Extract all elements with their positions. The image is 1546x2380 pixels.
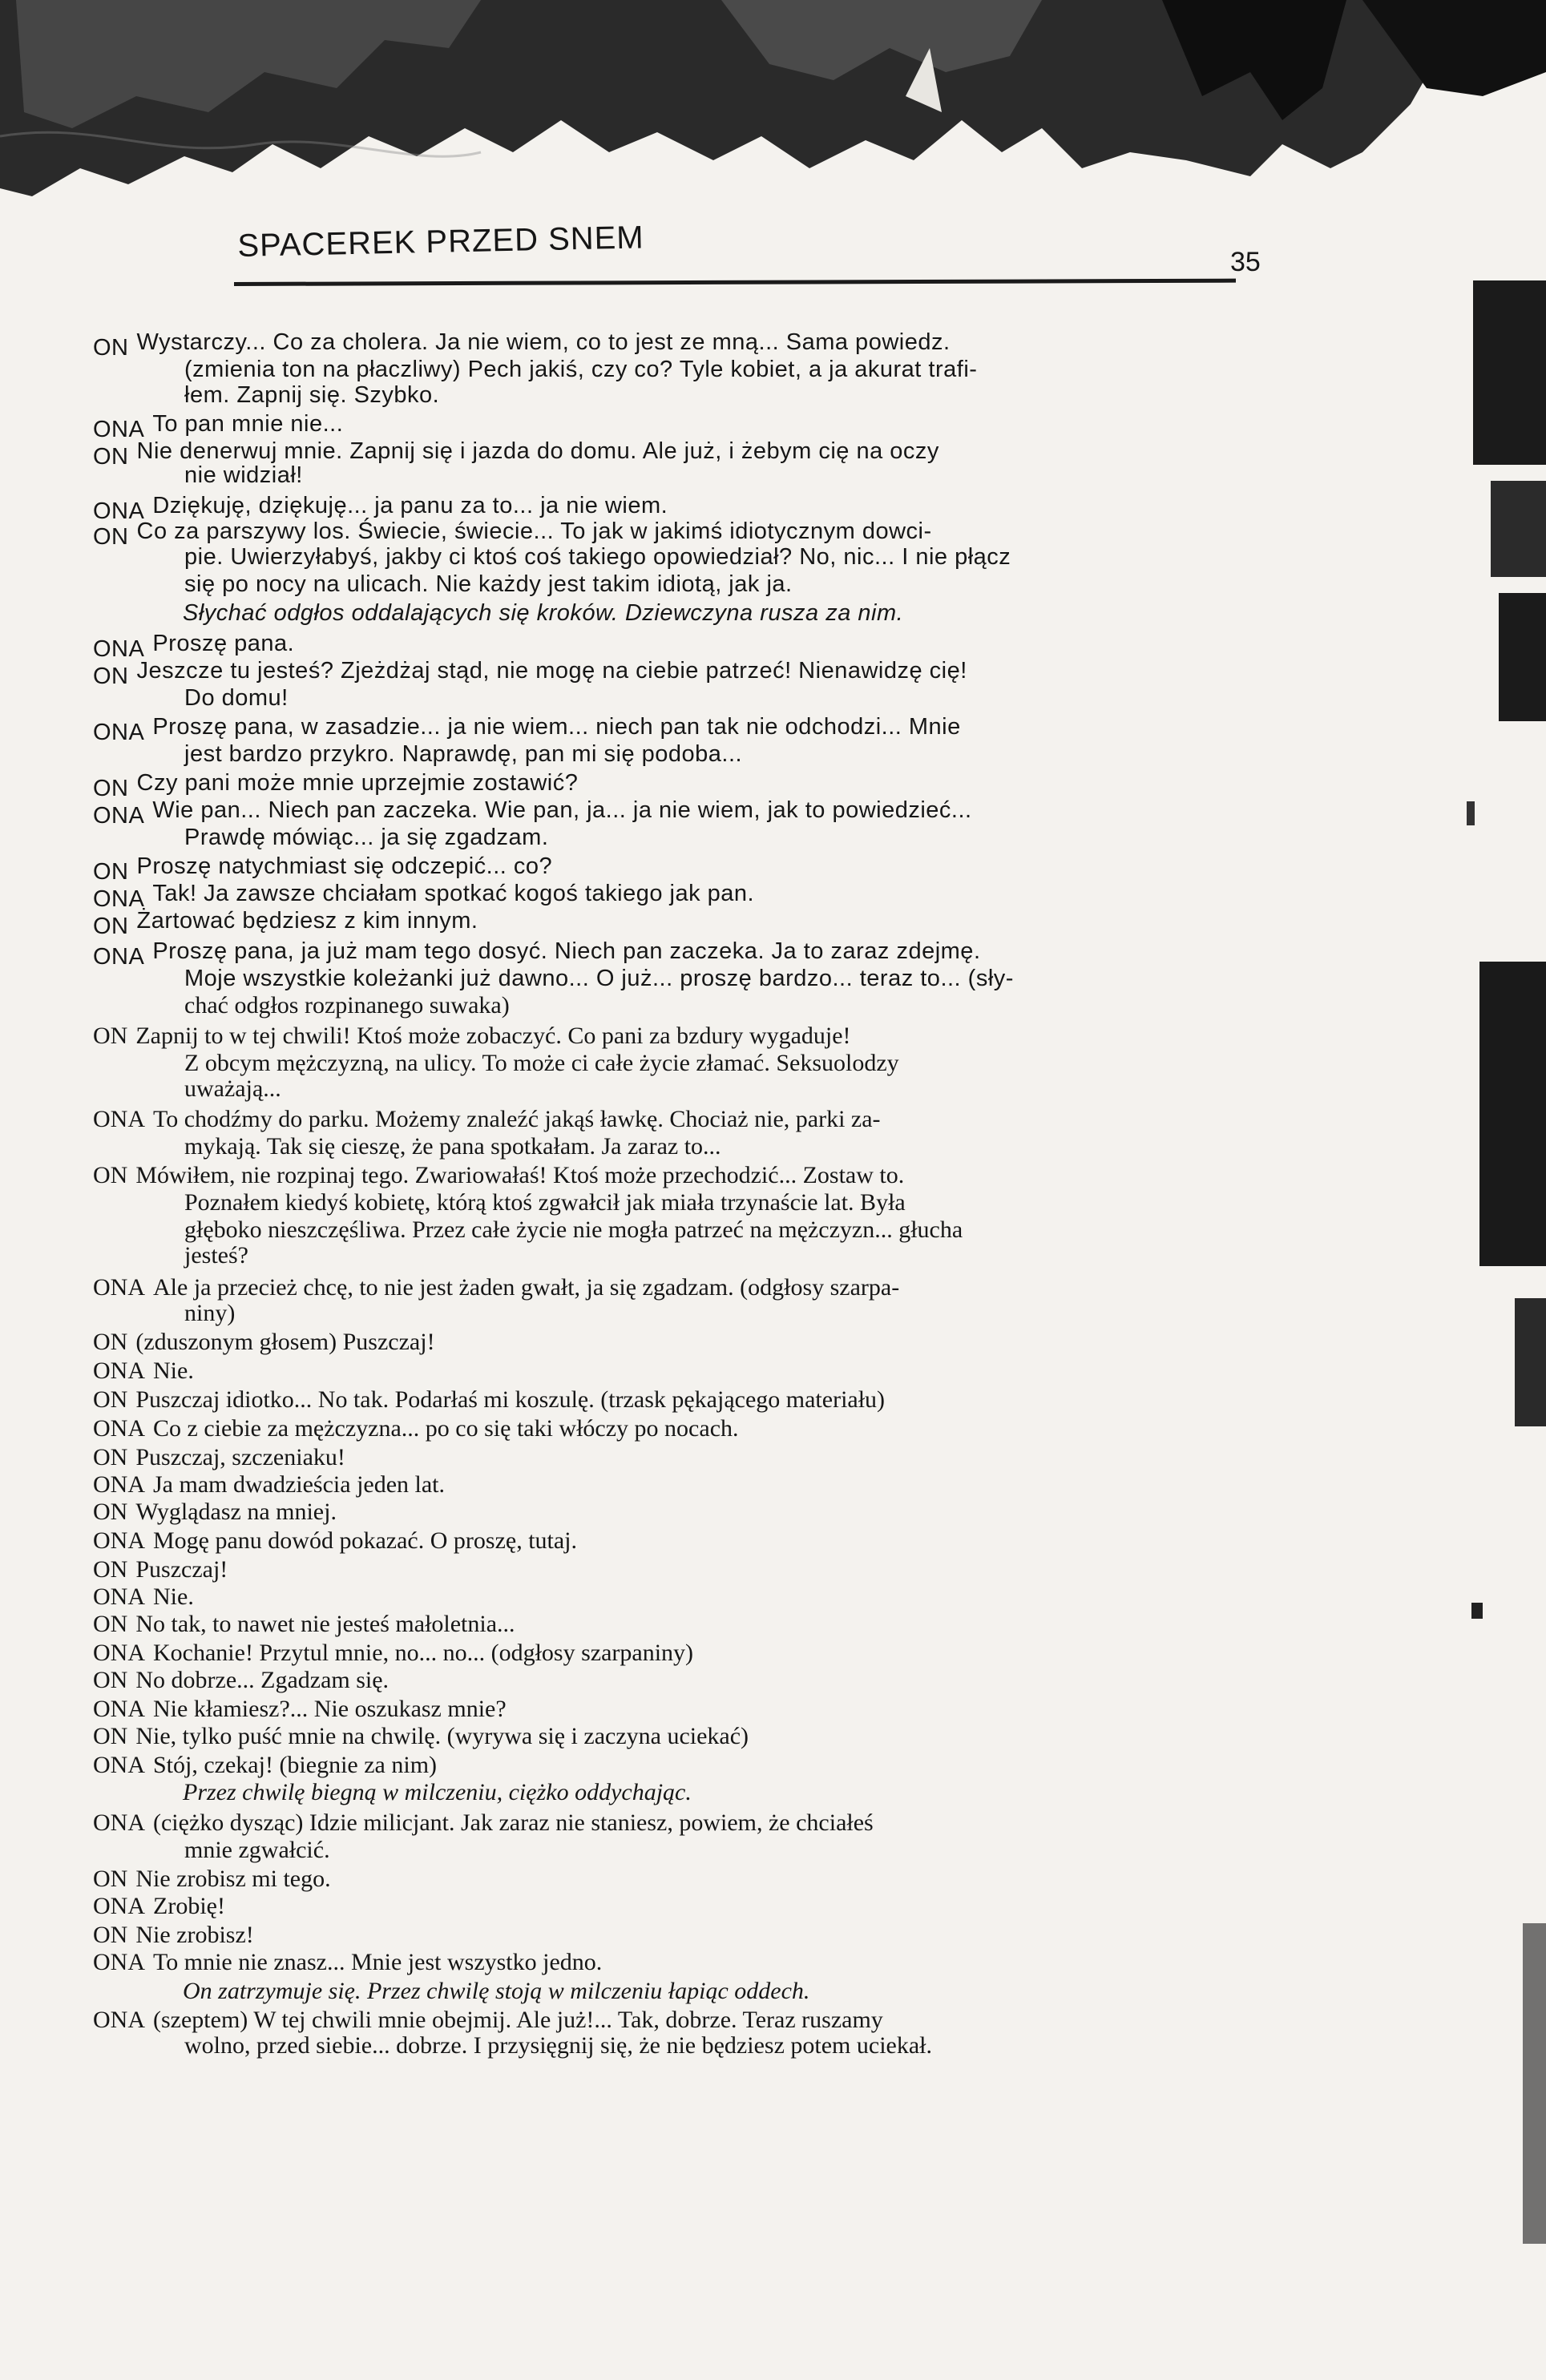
speaker-label: ONA — [93, 1949, 145, 1975]
speaker-label: ONA — [93, 417, 145, 442]
speaker-label: ONA — [93, 1809, 145, 1836]
dialogue-line — [184, 1075, 281, 1103]
dialogue-line — [93, 1444, 345, 1471]
line-text: Stój, czekaj! (biegnie za nim) — [153, 1752, 438, 1778]
speaker-label: ON — [93, 335, 129, 361]
dialogue-line — [184, 2032, 932, 2059]
speaker-label: ONA — [93, 2007, 145, 2033]
dialogue-line — [184, 1189, 906, 1216]
speaker-label: ON — [93, 1922, 128, 1948]
dialogue-line — [93, 1023, 851, 1050]
line-text: To pan mnie nie... — [152, 411, 344, 437]
line-text: Mogę panu dowód pokazać. O proszę, tutaj. — [153, 1527, 578, 1554]
speaker-label: ONA — [93, 1274, 145, 1301]
dialogue-line — [93, 1611, 515, 1638]
line-text: Zrobię! — [153, 1893, 225, 1919]
line-text: pie. Uwierzyłabyś, jakby ci ktoś coś takiego opowiedział? No, nic... I nie płącz — [184, 544, 1011, 570]
dialogue-line — [93, 938, 981, 970]
dialogue-line — [93, 1415, 739, 1442]
speaker-label: ONA — [93, 803, 145, 829]
dialogue-line — [93, 1640, 693, 1667]
dialogue-line — [93, 1162, 904, 1189]
speaker-label: ON — [93, 1386, 128, 1413]
line-text: Wie pan... Niech pan zaczeka. Wie pan, ja... ja nie wiem, jak to powiedzieć... — [152, 797, 972, 823]
page-number: 35 — [1230, 247, 1261, 277]
speaker-label: ONA — [93, 636, 145, 662]
dialogue-line — [183, 1779, 692, 1806]
header-rule — [234, 279, 1236, 286]
dialogue-line — [93, 1667, 389, 1694]
dialogue-line — [184, 740, 742, 768]
speaker-label: ON — [93, 1611, 128, 1637]
dialogue-line — [93, 1723, 749, 1750]
dialogue-line — [93, 438, 939, 470]
dialogue-line — [93, 2007, 883, 2034]
line-text: (ciężko dysząc) Idzie milicjant. Jak zaraz nie staniesz, powiem, że chciałeś — [153, 1809, 874, 1836]
speaker-label: ON — [93, 776, 129, 801]
line-text: Wystarczy... Co za cholera. Ja nie wiem, co to jest ze mną... Sama powiedz. — [136, 329, 951, 355]
dialogue-line — [93, 853, 553, 885]
line-text: Mówiłem, nie rozpinaj tego. Zwariowałaś! Ktoś może przechodzić... Zostaw to. — [135, 1162, 905, 1188]
top-photo-illustration — [0, 0, 1546, 264]
dialogue-line — [93, 1274, 899, 1301]
speaker-label: ON — [93, 1162, 128, 1188]
dialogue-line — [183, 599, 903, 627]
line-text: Co z ciebie za mężczyzna... po co się taki włóczy po nocach. — [153, 1415, 739, 1442]
line-text: Ja mam dwadzieścia jeden lat. — [153, 1471, 446, 1498]
speaker-label: ONA — [93, 498, 145, 524]
dialogue-line — [93, 1386, 885, 1414]
line-text: Proszę pana. — [152, 631, 295, 656]
dialogue-line — [93, 1357, 194, 1385]
dialogue-line — [93, 1922, 254, 1949]
line-text: chać odgłos rozpinanego suwaka) — [184, 992, 510, 1019]
dialogue-line — [93, 1329, 435, 1356]
line-text: mnie zgwałcić. — [184, 1837, 330, 1863]
dialogue-line — [93, 329, 951, 361]
speaker-label: ON — [93, 444, 129, 470]
speaker-label: ONA — [93, 1415, 145, 1442]
line-text: Puszczaj, szczeniaku! — [135, 1444, 345, 1470]
dialogue-line — [184, 381, 439, 409]
dialogue-line — [93, 713, 961, 745]
dialogue-line — [93, 769, 579, 801]
line-text: uważają... — [184, 1075, 281, 1102]
line-text: Poznałem kiedyś kobietę, którą ktoś zgwałcił jak miała trzynaście lat. Była — [184, 1189, 906, 1216]
dialogue-line — [184, 462, 303, 489]
line-text: Ale ja przecież chcę, to nie jest żaden gwałt, ja się zgadzam. (odgłosy szarpa- — [153, 1274, 900, 1301]
dialogue-line — [93, 907, 478, 939]
line-text: Do domu! — [184, 685, 289, 711]
line-text: On zatrzymuje się. Przez chwilę stoją w milczeniu łapiąc oddech. — [183, 1978, 810, 2004]
line-text: Puszczaj! — [135, 1556, 228, 1583]
line-text: Jeszcze tu jesteś? Zjeżdżaj stąd, nie mogę na ciebie patrzeć! Nienawidzę cię! — [136, 658, 967, 684]
dialogue-line — [184, 965, 1014, 992]
dialogue-line — [93, 1809, 874, 1837]
speaker-label: ON — [93, 1866, 128, 1892]
speaker-label: ON — [93, 1499, 128, 1525]
line-text: Nie kłamiesz?... Nie oszukasz mnie? — [153, 1696, 507, 1722]
speaker-label: ON — [93, 859, 129, 885]
line-text: Przez chwilę biegną w milczeniu, ciężko oddychając. — [183, 1779, 692, 1805]
line-text: Tak! Ja zawsze chciałam spotkać kogoś takiego jak pan. — [152, 881, 755, 906]
dialogue-line — [184, 1300, 235, 1327]
dialogue-line — [93, 518, 932, 550]
line-text: Proszę natychmiast się odczepić... co? — [136, 853, 553, 879]
line-text: To mnie nie znasz... Mnie jest wszystko jedno. — [153, 1949, 603, 1975]
line-text: Prawdę mówiąc... ja się zgadzam. — [184, 825, 549, 850]
speaker-label: ONA — [93, 886, 145, 912]
line-text: wolno, przed siebie... dobrze. I przysięgnij się, że nie będziesz potem uciekał. — [184, 2032, 932, 2059]
dialogue-line — [184, 1216, 963, 1244]
dialogue-line — [93, 1866, 331, 1893]
line-text: Proszę pana, w zasadzie... ja nie wiem... niech pan tak nie odchodzi... Mnie — [152, 714, 961, 740]
speaker-label: ON — [93, 524, 129, 550]
speaker-label: ON — [93, 1023, 128, 1049]
speaker-label: ONA — [93, 720, 145, 745]
speaker-label: ON — [93, 1667, 128, 1693]
speaker-label: ONA — [93, 1471, 145, 1498]
speaker-label: ONA — [93, 1583, 145, 1610]
line-text: Moje wszystkie koleżanki już dawno... O już... proszę bardzo... teraz to... (sły- — [184, 966, 1014, 991]
dialogue-line — [184, 1837, 330, 1864]
line-text: Puszczaj idiotko... No tak. Podarłaś mi koszulę. (trzask pękającego materiału) — [135, 1386, 886, 1413]
line-text: (zduszonym głosem) Puszczaj! — [135, 1329, 435, 1355]
dialogue-line — [93, 410, 344, 442]
line-text: jesteś? — [184, 1242, 248, 1269]
dialogue-line — [93, 1527, 577, 1555]
line-text: Proszę pana, ja już mam tego dosyć. Niech pan zaczeka. Ja to zaraz zdejmę. — [152, 938, 981, 964]
line-text: Nie, tylko puść mnie na chwilę. (wyrywa się i zaczyna uciekać) — [135, 1723, 749, 1749]
dialogue-line — [184, 1133, 721, 1160]
line-text: Nie. — [153, 1583, 194, 1610]
dialogue-line — [183, 1978, 809, 2005]
dialogue-line — [184, 824, 548, 851]
speaker-label: ONA — [93, 1640, 145, 1666]
dialogue-line — [184, 356, 977, 383]
dialogue-line — [93, 1893, 225, 1920]
dialogue-line — [184, 992, 510, 1019]
dialogue-line — [93, 1696, 507, 1723]
line-text: niny) — [184, 1300, 236, 1326]
speaker-label: ON — [93, 914, 129, 939]
dialogue-line — [93, 880, 755, 912]
speaker-label: ONA — [93, 1527, 145, 1554]
dialogue-line — [93, 1106, 881, 1133]
line-text: Zapnij to w tej chwili! Ktoś może zobaczyć. Co pani za bzdury wygaduje! — [135, 1023, 851, 1049]
dialogue-line — [93, 1471, 445, 1499]
dialogue-line — [93, 1556, 228, 1583]
line-text: No dobrze... Zgadzam się. — [135, 1667, 390, 1693]
line-text: Nie zrobisz mi tego. — [135, 1866, 331, 1892]
dialogue-line — [93, 1752, 437, 1779]
dialogue-line — [184, 1050, 899, 1077]
line-text: To chodźmy do parku. Możemy znaleźć jakąś ławkę. Chociaż nie, parki za- — [153, 1106, 881, 1132]
dialogue-line — [93, 492, 668, 524]
dialogue-line — [184, 543, 1011, 571]
speaker-label: ON — [93, 1723, 128, 1749]
dialogue-text — [0, 321, 1546, 2132]
dialogue-line — [93, 1583, 194, 1611]
speaker-label: ONA — [93, 1893, 145, 1919]
speaker-label: ON — [93, 1444, 128, 1470]
line-text: No tak, to nawet nie jesteś małoletnia... — [135, 1611, 515, 1637]
dialogue-line — [93, 1499, 337, 1526]
speaker-label: ON — [93, 1556, 128, 1583]
line-text: (szeptem) W tej chwili mnie obejmij. Ale już!... Tak, dobrze. Teraz ruszamy — [153, 2007, 883, 2033]
line-text: Z obcym mężczyzną, na ulicy. To może ci całe życie złamać. Seksuolodzy — [184, 1050, 899, 1076]
line-text: łem. Zapnij się. Szybko. — [184, 382, 440, 408]
line-text: (zmienia ton na płaczliwy) Pech jakiś, czy co? Tyle kobiet, a ja akurat trafi- — [184, 357, 978, 382]
line-text: Żartować będziesz z kim innym. — [136, 908, 478, 934]
line-text: Kochanie! Przytul mnie, no... no... (odgłosy szarpaniny) — [153, 1640, 694, 1666]
speaker-label: ON — [93, 664, 129, 689]
line-text: Nie zrobisz! — [135, 1922, 254, 1948]
line-text: mykają. Tak się cieszę, że pana spotkałam. Ja zaraz to... — [184, 1133, 721, 1160]
line-text: głęboko nieszczęśliwa. Przez całe życie nie mogła patrzeć na mężczyzn... głucha — [184, 1216, 963, 1243]
dialogue-line — [184, 684, 289, 712]
speaker-label: ONA — [93, 1357, 145, 1384]
line-text: Wyglądasz na mniej. — [135, 1499, 337, 1525]
speaker-label: ON — [93, 1329, 128, 1355]
line-text: Nie denerwuj mnie. Zapnij się i jazda do domu. Ale już, i żebym cię na oczy — [136, 438, 939, 464]
dialogue-line — [93, 797, 972, 829]
dialogue-line — [93, 1949, 602, 1976]
line-text: Czy pani może mnie uprzejmie zostawić? — [136, 770, 579, 796]
speaker-label: ONA — [93, 1752, 145, 1778]
line-text: jest bardzo przykro. Naprawdę, pan mi się podoba... — [184, 741, 743, 767]
line-text: nie widział! — [184, 462, 303, 488]
line-text: Słychać odgłos oddalających się kroków. Dziewczyna rusza za nim. — [183, 600, 904, 626]
dialogue-line — [93, 630, 295, 662]
line-text: Nie. — [153, 1357, 194, 1384]
line-text: Dziękuję, dziękuję... ja panu za to... ja nie wiem. — [152, 493, 668, 518]
dialogue-line — [184, 1242, 248, 1269]
dialogue-line — [93, 657, 967, 689]
line-text: Co za parszywy los. Świecie, świecie... To jak w jakimś idiotycznym dowci- — [136, 518, 932, 544]
line-text: się po nocy na ulicach. Nie każdy jest takim idiotą, jak ja. — [184, 571, 793, 597]
running-title: SPACEREK PRZED SNEM — [237, 220, 645, 264]
speaker-label: ONA — [93, 1106, 145, 1132]
speaker-label: ONA — [93, 944, 145, 970]
dialogue-line — [184, 571, 793, 598]
speaker-label: ONA — [93, 1696, 145, 1722]
